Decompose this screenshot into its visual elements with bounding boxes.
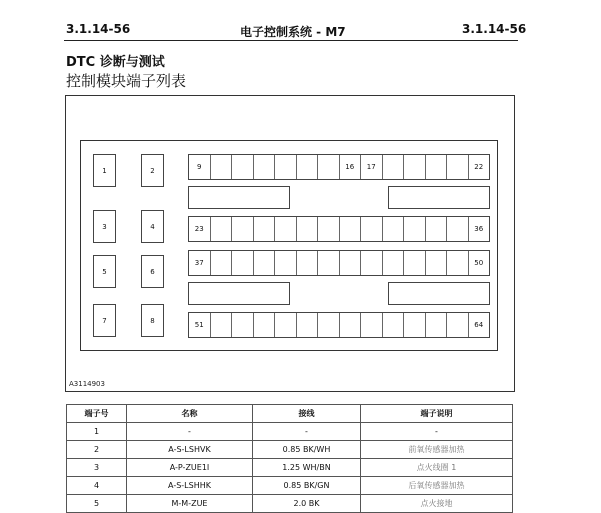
col-terminal: 端子号 bbox=[67, 405, 127, 423]
pin-cell bbox=[232, 251, 254, 275]
table-row bbox=[67, 477, 513, 495]
cell-wire: 0.85 BK/GN bbox=[253, 477, 361, 495]
pin-cell bbox=[447, 313, 469, 337]
pin-16: 16 bbox=[340, 155, 362, 179]
pin-cell bbox=[383, 313, 405, 337]
pin-cell bbox=[297, 313, 319, 337]
table-row bbox=[67, 495, 513, 513]
pin-cell bbox=[340, 251, 362, 275]
pin-22: 22 bbox=[474, 163, 484, 171]
cell-wire: 0.85 BK/WH bbox=[253, 441, 361, 459]
pin-2: 2 bbox=[141, 154, 164, 187]
pin-cell bbox=[447, 155, 469, 179]
pin-cell bbox=[404, 155, 426, 179]
pin-cell bbox=[211, 251, 233, 275]
page-header-title: 电子控制系统 - M7 bbox=[240, 25, 346, 39]
pin-cell bbox=[318, 155, 340, 179]
pin-51: 51 bbox=[189, 313, 211, 337]
pin-cell bbox=[361, 313, 383, 337]
cell-terminal: 4 bbox=[67, 477, 127, 495]
connector-key-left-top bbox=[188, 186, 290, 209]
pin-cell bbox=[297, 251, 319, 275]
cell-terminal: 1 bbox=[67, 423, 127, 441]
pin-cell bbox=[447, 217, 469, 241]
pin-6: 6 bbox=[141, 255, 164, 288]
pin-cell bbox=[254, 155, 276, 179]
figure-id: A3114903 bbox=[69, 380, 105, 388]
pin-cell bbox=[211, 155, 233, 179]
pin-cell bbox=[254, 313, 276, 337]
pin-8: 8 bbox=[141, 304, 164, 337]
pin-cell bbox=[297, 155, 319, 179]
pin-4: 4 bbox=[141, 210, 164, 243]
pin-cell bbox=[275, 155, 297, 179]
pin-17: 17 bbox=[361, 155, 383, 179]
pin-cell bbox=[383, 155, 405, 179]
pin-cell bbox=[340, 313, 362, 337]
cell-name: A-S-LSHVK bbox=[127, 441, 253, 459]
pin-cell bbox=[232, 155, 254, 179]
pin-cell bbox=[275, 217, 297, 241]
pin-cell bbox=[254, 251, 276, 275]
page-number-left: 3.1.14-56 bbox=[66, 22, 131, 36]
pin-cell bbox=[426, 155, 448, 179]
pin-9: 9 bbox=[189, 155, 211, 179]
cell-description: 点火接地 bbox=[361, 495, 513, 513]
table-row bbox=[67, 423, 513, 441]
pin-cell bbox=[318, 251, 340, 275]
pin-cell bbox=[361, 217, 383, 241]
cell-wire: 1.25 WH/BN bbox=[253, 459, 361, 477]
pin-cell bbox=[426, 217, 448, 241]
pin-cell bbox=[361, 251, 383, 275]
pin-cell bbox=[426, 313, 448, 337]
terminal-table bbox=[66, 404, 513, 513]
connector-key-right-top bbox=[388, 186, 490, 209]
cell-description: - bbox=[361, 423, 513, 441]
pin-cell bbox=[232, 313, 254, 337]
pin-cell bbox=[404, 313, 426, 337]
pin-cell bbox=[275, 313, 297, 337]
pin-cell bbox=[383, 217, 405, 241]
table-row bbox=[67, 459, 513, 477]
cell-description: 点火线圈 1 bbox=[361, 459, 513, 477]
pin-cell bbox=[232, 217, 254, 241]
pin-cell bbox=[211, 313, 233, 337]
pin-7: 7 bbox=[93, 304, 116, 337]
col-description: 端子说明 bbox=[361, 405, 513, 423]
pin-row-37-50 bbox=[188, 250, 490, 276]
pin-cell bbox=[254, 217, 276, 241]
cell-wire: 2.0 BK bbox=[253, 495, 361, 513]
pin-cell bbox=[383, 251, 405, 275]
cell-name: A-S-LSHHK bbox=[127, 477, 253, 495]
connector-outline bbox=[80, 140, 498, 351]
pin-cell bbox=[297, 217, 319, 241]
pin-50: 50 bbox=[474, 259, 484, 267]
header-divider bbox=[64, 40, 518, 41]
pin-cell bbox=[404, 251, 426, 275]
pin-cell bbox=[447, 251, 469, 275]
connector-diagram bbox=[65, 95, 515, 392]
page-number-right: 3.1.14-56 bbox=[462, 22, 527, 36]
pin-cell bbox=[404, 217, 426, 241]
pin-23: 23 bbox=[189, 217, 211, 241]
pin-row-9-22 bbox=[188, 154, 490, 180]
pin-cell bbox=[426, 251, 448, 275]
pin-cell bbox=[318, 313, 340, 337]
subsection-title: 控制模块端子列表 bbox=[66, 72, 187, 90]
cell-name: M-M-ZUE bbox=[127, 495, 253, 513]
pin-cell bbox=[275, 251, 297, 275]
cell-wire: - bbox=[253, 423, 361, 441]
pin-64: 64 bbox=[474, 321, 484, 329]
col-wire: 接线 bbox=[253, 405, 361, 423]
pin-37: 37 bbox=[189, 251, 211, 275]
cell-description: 后氧传感器加热 bbox=[361, 477, 513, 495]
pin-5: 5 bbox=[93, 255, 116, 288]
pin-row-51-64 bbox=[188, 312, 490, 338]
connector-key-left-bottom bbox=[188, 282, 290, 305]
col-name: 名称 bbox=[127, 405, 253, 423]
cell-terminal: 3 bbox=[67, 459, 127, 477]
pin-cell bbox=[318, 217, 340, 241]
section-title: DTC 诊断与测试 bbox=[66, 55, 165, 70]
pin-36: 36 bbox=[474, 225, 484, 233]
table-row bbox=[67, 441, 513, 459]
cell-terminal: 2 bbox=[67, 441, 127, 459]
pin-row-23-36 bbox=[188, 216, 490, 242]
table-header-row bbox=[67, 405, 513, 423]
cell-name: - bbox=[127, 423, 253, 441]
connector-key-right-bottom bbox=[388, 282, 490, 305]
cell-name: A-P-ZUE1I bbox=[127, 459, 253, 477]
pin-1: 1 bbox=[93, 154, 116, 187]
cell-terminal: 5 bbox=[67, 495, 127, 513]
cell-description: 前氧传感器加热 bbox=[361, 441, 513, 459]
pin-3: 3 bbox=[93, 210, 116, 243]
pin-cell bbox=[340, 217, 362, 241]
pin-cell bbox=[211, 217, 233, 241]
